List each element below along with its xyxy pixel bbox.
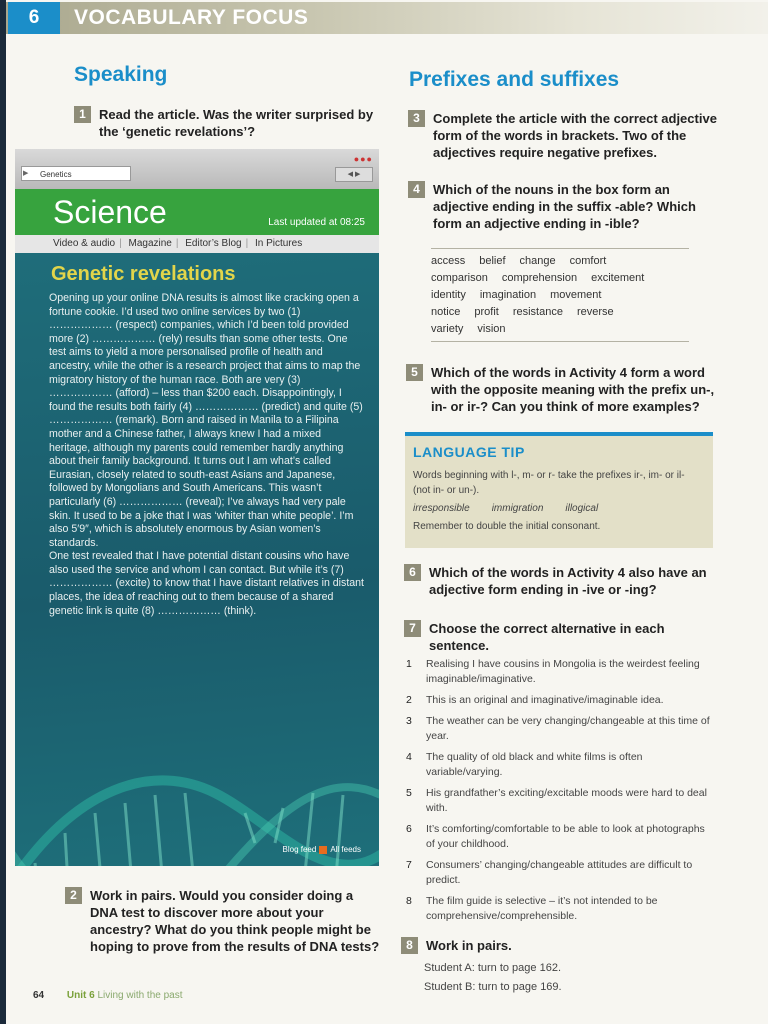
task-text: Which of the nouns in the box form an adjective ending in the suffix -able? Which form an adjective ending in -ible? xyxy=(433,182,696,231)
article-paragraph: One test revealed that I have potential distant cousins who have also used the service and whom I can contact. But while it’s (7) ……………… (excite) to know that I have distant relatives in distant places, the idea of reaching out to them because of a shared genetic link is quite (8) ……………… (think). xyxy=(49,550,364,617)
window-controls-icon[interactable]: ●●● xyxy=(353,154,373,164)
nav-editors-blog[interactable]: Editor’s Blog xyxy=(185,238,242,249)
vocab-row: access belief change comfort xyxy=(431,255,607,267)
prefixes-heading: Prefixes and suffixes xyxy=(409,68,620,91)
task-4 xyxy=(413,181,718,232)
task-number: 2 xyxy=(65,887,82,904)
blog-feed-link[interactable]: Blog feed xyxy=(282,845,317,854)
list-item: 6 It’s comforting/comfortable to be able to look at photographs of your childhood. xyxy=(406,823,705,850)
list-item: 7 Consumers’ changing/changeable attitudes are difficult to predict. xyxy=(406,859,693,886)
site-title: Science xyxy=(53,194,167,230)
all-feeds-link[interactable]: All feeds xyxy=(330,845,361,854)
task-text: Choose the correct alternative in each sentence. xyxy=(429,621,665,653)
article-paragraph: Opening up your online DNA results is almost like cracking open a fortune cookie. I’d used two online services by two (1) ……………… (respect) companies, which I’d been told provided more (2) ……………… (rely) results than some other tests. One test aims to yield a more personalised profile of health and ancestry, while the other is a research project that aims to map the migratory history of the human race. Both are very (3) ……………… (afford) – less than $200 each. Disappointingly, I found the results both fairly (4) ……………… (predict) and quite (5) ……………… (remark). Born and raised in Manila to a Filipina mother and a Chinese father, I always knew I had a mixed heritage, although my parents could remember hardly anything about their family background. It turns out I am what’s called Eurasian, closely related to south-east Asians and Japanese, followed by Mongolians and South Americans. This wasn’t particularly (6) ……………… (reveal); I’ve always had very pale skin. It used to be a joke that I was ‘whiter than white people’. I’m also 5′9″, which is absolutely enormous by Asian women’s standards. xyxy=(49,292,363,549)
tip-title: LANGUAGE TIP xyxy=(413,444,525,460)
task-number: 5 xyxy=(406,364,423,381)
back-forward-icon[interactable]: ◀ ▶ xyxy=(335,167,373,182)
list-item: 1 Realising I have cousins in Mongolia is the weirdest feeling imaginable/imaginative. xyxy=(406,658,700,685)
tip-text xyxy=(413,468,703,534)
task-number: 7 xyxy=(404,620,421,637)
page-spine xyxy=(0,0,6,1024)
rss-icon xyxy=(319,846,327,854)
address-bar[interactable]: Genetics xyxy=(21,166,131,181)
list-item: 8 The film guide is selective – it’s not intended to be comprehensive/comprehensible. xyxy=(406,895,658,922)
browser-chrome xyxy=(15,149,379,189)
task-text: Read the article. Was the writer surprised by the ‘genetic revelations’? xyxy=(99,107,374,139)
footer-unit: Unit 6 xyxy=(66,990,95,1001)
page-number: 64 xyxy=(33,990,45,1001)
science-banner xyxy=(15,189,379,235)
section-title: VOCABULARY FOCUS xyxy=(74,6,309,29)
task-number: 1 xyxy=(74,106,91,123)
nav-magazine[interactable]: Magazine xyxy=(128,238,172,249)
task-text: Which of the words in Activity 4 form a word with the opposite meaning with the prefix un-, in- or ir-? Can you think of more examples? xyxy=(431,365,715,414)
vocab-row: comparison comprehension excitement xyxy=(431,272,645,284)
tip-examples: irresponsible immigration illogical xyxy=(413,503,599,514)
task-number: 6 xyxy=(404,564,421,581)
list-item: 2 This is an original and imaginative/imaginable idea. xyxy=(406,694,664,706)
tip-rule: Words beginning with l-, m- or r- take the prefixes ir-, im- or il- (not in- or un-). xyxy=(413,470,685,496)
alternatives-list xyxy=(406,657,712,930)
task-text: Work in pairs. Would you consider doing a DNA test to discover more about your ancestry? What do you think people might be hoping to prove from the results of DNA tests? xyxy=(90,888,380,954)
vocab-row: identity imagination movement xyxy=(431,289,602,301)
list-item: 4 The quality of old black and white films is often variable/varying. xyxy=(406,751,643,778)
article-title: Genetic revelations xyxy=(51,263,236,285)
task-3 xyxy=(413,110,718,161)
task-text: Work in pairs. xyxy=(426,938,512,953)
vocab-box xyxy=(431,253,693,338)
box-bottom-rule xyxy=(431,341,689,342)
task-text: Complete the article with the correct adjective form of the words in brackets. Two of the adjectives require negative prefixes. xyxy=(433,111,717,160)
student-a-instruction: Student A: turn to page 162. xyxy=(424,962,561,974)
vocab-row: variety vision xyxy=(431,323,506,335)
task-number: 3 xyxy=(408,110,425,127)
play-icon: ▶ xyxy=(23,170,29,177)
site-nav: Video & audio | Magazine | Editor’s Blog | In Pictures xyxy=(15,235,379,253)
tip-note: Remember to double the initial consonant. xyxy=(413,521,601,532)
vocab-row: notice profit resistance reverse xyxy=(431,306,614,318)
task-7 xyxy=(409,620,714,654)
task-2 xyxy=(70,887,380,955)
language-tip-box xyxy=(405,432,713,548)
footer-unit-title: Living with the past xyxy=(97,990,183,1001)
task-text: Which of the words in Activity 4 also have an adjective form ending in -ive or -ing? xyxy=(429,565,707,597)
last-updated: Last updated at 08:25 xyxy=(268,217,365,228)
task-8 xyxy=(406,937,711,954)
student-b-instruction: Student B: turn to page 169. xyxy=(424,981,562,993)
page-footer xyxy=(33,990,183,1001)
speaking-heading: Speaking xyxy=(74,63,168,86)
nav-in-pictures[interactable]: In Pictures xyxy=(254,238,303,249)
task-number: 8 xyxy=(401,937,418,954)
list-item: 5 His grandfather’s exciting/excitable moods were hard to deal with. xyxy=(406,787,707,814)
task-6 xyxy=(409,564,714,598)
task-5 xyxy=(411,364,716,415)
unit-number-badge: 6 xyxy=(8,2,60,34)
nav-video-audio[interactable]: Video & audio xyxy=(53,238,116,249)
task-number: 4 xyxy=(408,181,425,198)
list-item: 3 The weather can be very changing/changeable at this time of year. xyxy=(406,715,710,742)
article-body xyxy=(49,292,365,618)
task-1 xyxy=(79,106,379,140)
box-top-rule xyxy=(431,248,689,249)
feed-links xyxy=(283,845,362,854)
